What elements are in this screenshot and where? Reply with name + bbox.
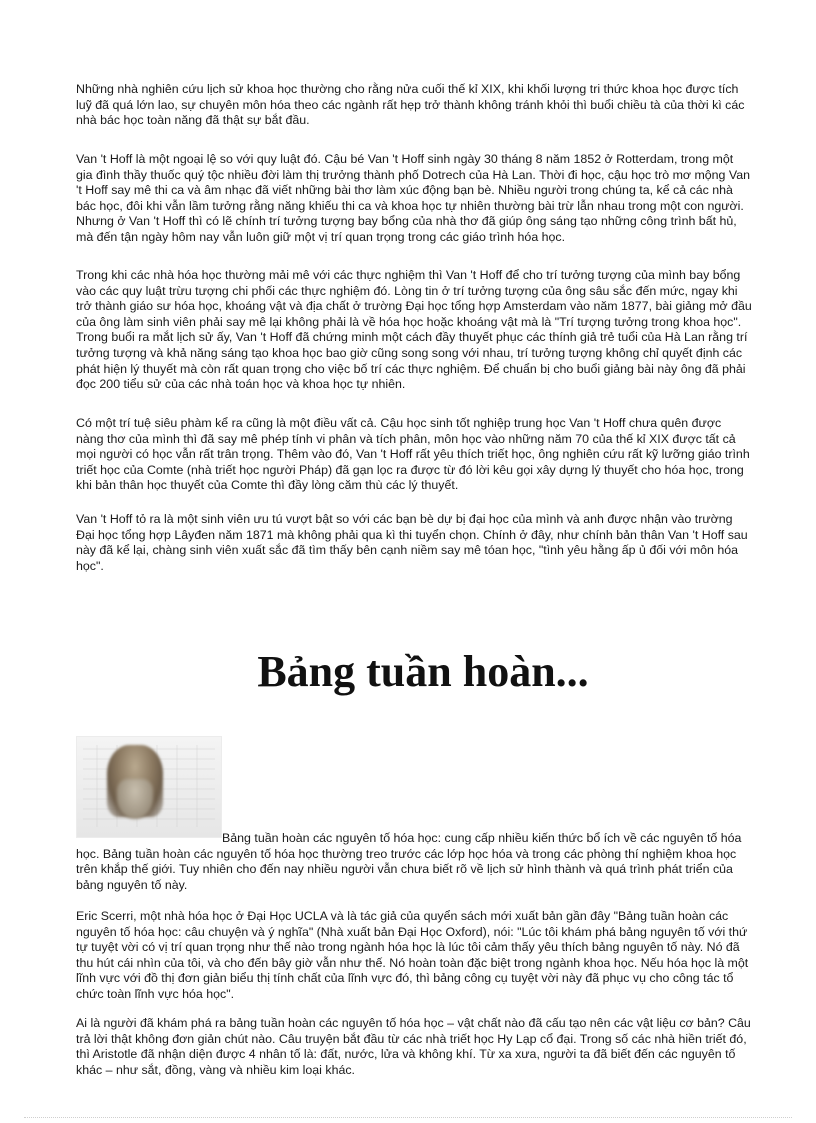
figure-caption-paragraph: Bảng tuần hoàn các nguyên tố hóa học: cung cấp nhiều kiến thức bổ ích về các nguyên tố hóa học. Bảng tuần hoàn các nguyên tố hóa học thường treo trước các lớp học hóa và trong các phòng thí nghiệm khoa học trên khắp thế giới. Tuy nhiên cho đến nay nhiều người vẫn chưa biết rõ về lịch sử hình thành và quá trình phát triển của bảng nguyên tố này. bbox=[76, 831, 742, 892]
periodic-table-portrait-image bbox=[76, 736, 222, 838]
page-bottom-divider bbox=[24, 1117, 792, 1118]
paragraph-intellect: Có một trí tuệ siêu phàm kể ra cũng là một điều vất cả. Cậu học sinh tốt nghiệp trung học Van 't Hoff chưa quên được nàng thơ của mình thì đã say mê phép tính vi phân và tích phân, môn học vào những năm 70 của thế kỉ XIX được tất cả mọi người có học vẫn rất trân trọng. Thêm vào đó, Van 't Hoff rất yêu thích triết học, ông nghiên cứu rất kỹ lưỡng giáo trình triết học của Comte (nhà triết học người Pháp) đã gạn lọc ra được từ đó lời kêu gọi xây dựng lý thuyết cho hóa học, trong khi bản thân học thuyết của Comte thì đầy lòng căm thù các lý thuyết. bbox=[76, 416, 750, 493]
paragraph-intro: Những nhà nghiên cứu lịch sử khoa học thường cho rằng nửa cuối thế kỉ XIX, khi khối lượng tri thức khoa học được tích luỹ đã quá lớn lao, sự chuyên môn hóa theo các ngành rất hẹp trở thành không tránh khỏi thì buổi chiều tà của thời kì các nhà bác học toàn năng đã thật sự bắt đầu. bbox=[76, 82, 745, 128]
paragraph-university: Van 't Hoff tỏ ra là một sinh viên ưu tú vượt bật so với các bạn bè dự bị đại học của mình và anh được nhận vào trường Đại học tổng hợp Lâyđen năm 1871 mà không phải qua kì thi tuyển chọn. Chính ở đây, như chính bản thân Van 't Hoff sau này đã kể lại, chàng sinh viên xuất sắc đã tìm thấy bên cạnh niềm say mê tóan học, "tình yêu hằng ấp ủ đối với môn hóa học". bbox=[76, 512, 748, 573]
paragraph-imagination: Trong khi các nhà hóa học thường mải mê với các thực nghiệm thì Van 't Hoff để cho trí tưởng tượng của mình bay bổng vào các quy luật trừu tượng chi phối các thực nghiệm đó. Lòng tin ở trí tưởng tượng của ông sâu sắc đến mức, ngay khi trở thành giáo sư hóa học, khoáng vật và địa chất ở trường Đại học tổng hợp Amsterdam vào năm 1877, bài giảng mở đầu của ông làm sinh viên phải say mê lại không phải là về hóa học hoặc khoáng vật mà là "Trí tượng tưởng trong khoa học". Trong buổi ra mắt lịch sử ấy, Van 't Hoff đã chứng minh một cách đầy thuyết phục các thính giả trẻ tuổi của Hà Lan rằng trí tưởng tượng và khả năng sáng tạo khoa học bao giờ cũng song song với nhau, trí tưởng tượng không chỉ quyết định các phát hiện lý thuyết mà còn rất quan trọng cho việc bố trí các thực nghiệm. Để chuẩn bị cho buổi giảng bài này ông đã phải đọc 200 tiểu sử của các nhà toán học và khoa học tự nhiên. bbox=[76, 268, 752, 392]
paragraph-van-t-hoff-childhood: Van 't Hoff là một ngoại lệ so với quy luật đó. Cậu bé Van 't Hoff sinh ngày 30 tháng 8 năm 1852 ở Rotterdam, trong một gia đình thầy thuốc quý tộc nhiều đời làm thị trưởng thành phố Dotrech của Hà Lan. Thời đi học, cậu học trò mơ mộng Van 't Hoff say mê thi ca và âm nhạc đã viết những bài thơ làm xúc động bạn bè. Nhiều người trong chúng ta, kể cả các nhà bác học, đôi khi vẫn lầm tưởng rằng năng khiếu thi ca và khoa học tự nhiên thường bài trừ lẫn nhau trong một con người. Nhưng ở Van 't Hoff thì có lẽ chính trí tưởng tượng bay bổng của nhà thơ đã giúp ông sáng tạo những công trình bất hủ, mà đến tận ngày hôm nay vẫn luôn giữ một vị trí quan trọng trong các giáo trình hóa học. bbox=[76, 152, 751, 244]
paragraph-discovery-history: Ai là người đã khám phá ra bảng tuần hoàn các nguyên tố hóa học – vật chất nào đã cấu tạo nên các vật liệu cơ bản? Câu trả lời thật không đơn giản chút nào. Câu truyện bắt đầu từ các nhà triết học Hy Lạp cổ đại. Trong số các nhà hiền triết đó, thì Aristotle đã nhận diện được 4 nhân tố là: đất, nước, lửa và không khí. Từ xa xưa, người ta đã biết đến các nguyên tố khác – như sắt, đồng, vàng và nhiều kim loại khác. bbox=[76, 1016, 751, 1077]
section-heading: Bảng tuần hoàn... bbox=[257, 647, 589, 696]
scientist-beard-figure bbox=[117, 779, 153, 819]
paragraph-eric-scerri: Eric Scerri, một nhà hóa học ở Đại Học UCLA và là tác giả của quyển sách mới xuất bản gần đây "Bảng tuần hoàn các nguyên tố hóa học: câu chuyện và ý nghĩa" (Nhà xuất bản Đại Học Oxford), nói: "Lúc tôi khám phá bảng nguyên tố với thứ tự tuyệt vời có vị trí quan trọng như thế nào trong ngành hóa học là lúc tôi cảm thấy yêu thích bảng nguyên tố này. Nó đã thu hút cái nhìn của tôi, và cho đến bây giờ vẫn như thế. Nó hoàn toàn đặc biệt trong ngành khoa học. Nếu hóa học là một lĩnh vực với đồ thị đơn giản biểu thị tính chất của lĩnh vực đó, thì bảng công cụ tuyệt vời này đã phục vụ cho công tác tổ chức toàn lĩnh vực hóa học". bbox=[76, 909, 749, 1001]
